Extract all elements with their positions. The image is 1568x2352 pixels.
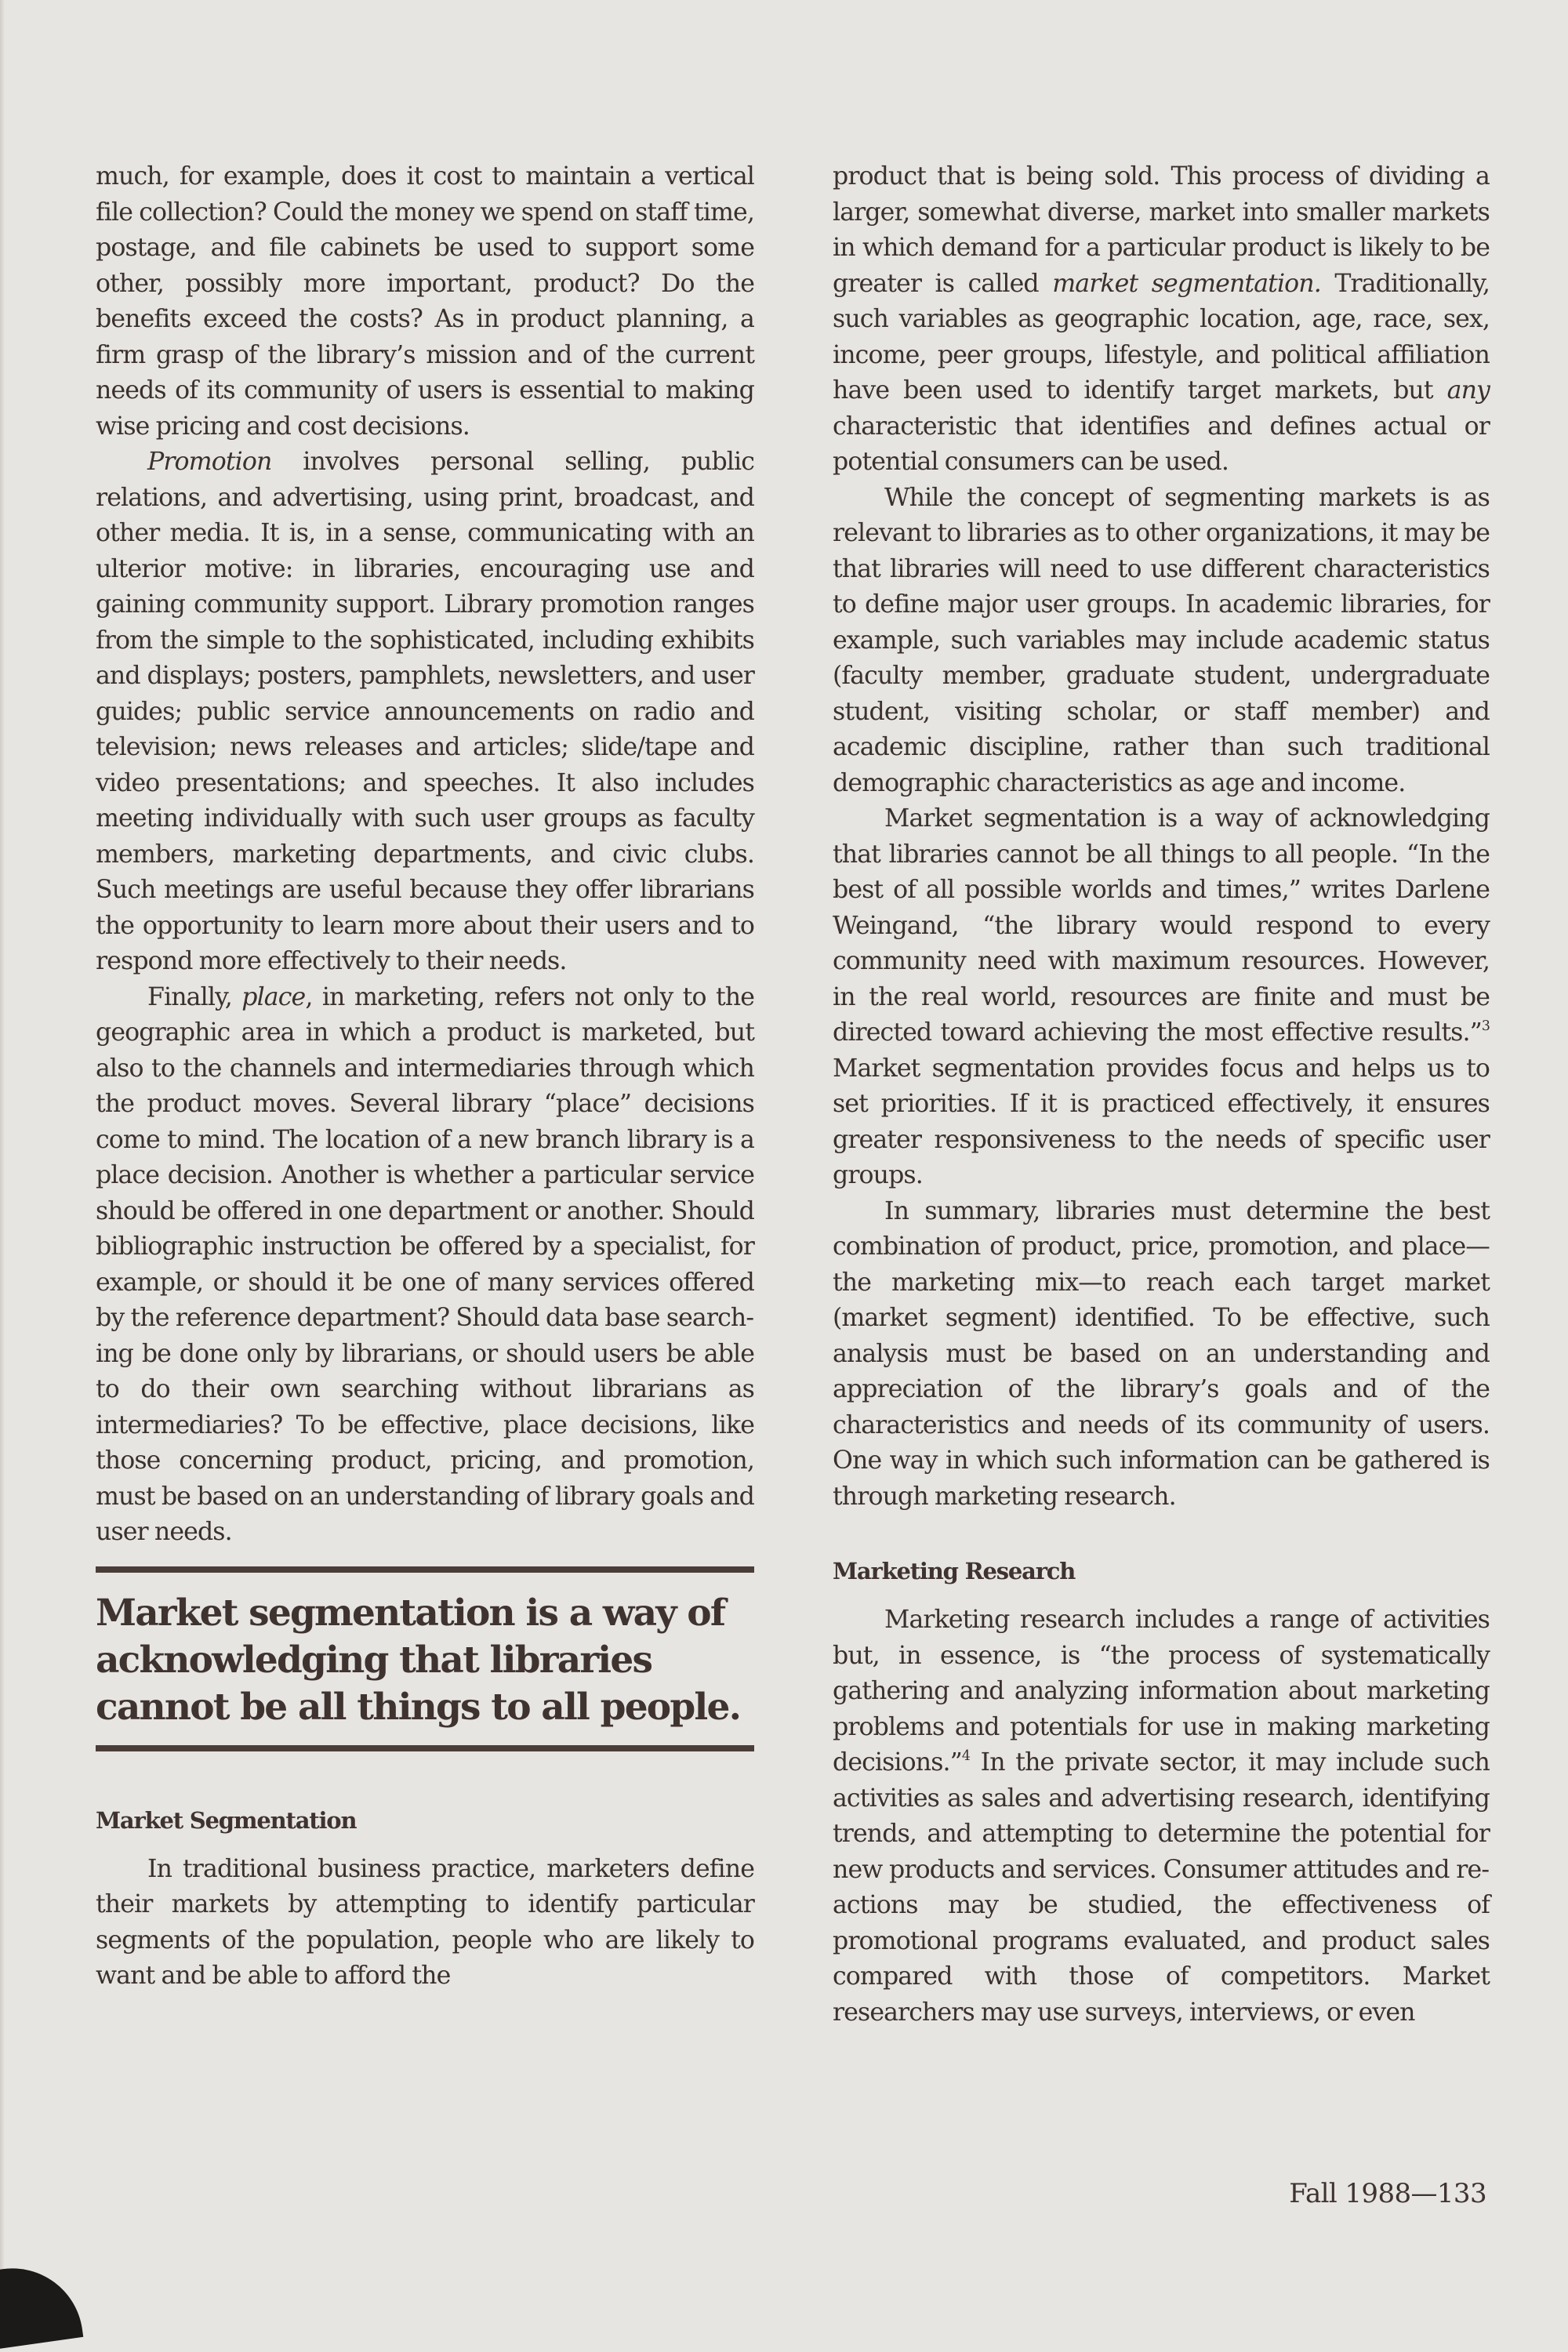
right-body [833, 159, 1490, 1515]
pull-quote [96, 1566, 754, 1751]
text-run: In the private sector, it may include such activities as sales and advertising research, identifying trends, and attempting to determine the potential for new products and services. Consumer attitudes and reactions may be studied, the effectiveness of promotional programs evaluated, and product sales compared with those of competitors. Market researchers may use surveys, interviews, or even [833, 1748, 1490, 2027]
text-run: While the concept of segmenting markets is as relevant to libraries as to other organizations, it may be that libraries will need to use different characteristics to define major user groups. In academic libraries, for example, such variables may include academic status (faculty member, graduate student, undergraduate student, visiting scholar, or staff member) and academic discipline, rather than such traditional demographic characteristics as age and income. [833, 483, 1490, 797]
text-run: Marketing research includes a range of activities but, in essence, is “the process of systematically gathering and analyzing information about marketing problems and potentials for use in making marketing decisions.” [833, 1606, 1490, 1777]
page-folio: Fall 1988—133 [1289, 2178, 1486, 2209]
text-run: Market segmentation provides focus and helps us to set priorities. If it is practiced effectively, it ensures greater responsiveness to the needs of specific user groups. [833, 1054, 1490, 1189]
italic-term: Promotion [147, 448, 272, 476]
section-heading-marketing-research: Marketing Research [833, 1558, 1076, 1584]
paragraph [96, 159, 754, 445]
text-run: Traditionally, such variables as geographic location, age, race, sex, income, peer groups, lifestyle, and political affiliation have been used to identify target markets, but [833, 269, 1490, 405]
paragraph [96, 1852, 754, 1994]
footnote-ref: 4 [961, 1748, 971, 1764]
page-edge [0, 0, 5, 2298]
italic-term: any [1446, 376, 1490, 405]
text-run: In traditional business practice, marketers define their markets by attempting to identify particular segments of the population, people who are likely to want and be able to afford the [96, 1854, 754, 1990]
left-column [96, 159, 754, 1994]
text-run: , in marketing, refers not only to the geographic area in which a product is marketed, but also to the channels and intermediaries through which the product moves. Several library “place” decisions come to mind. The location of a new branch library is a place decision. Another is whether a particular service should be offered in one department or another. Should bibliographic instruction be offered by a specialist, for example, or should it be one of many services offered by the reference department? Should data base searching be done only by librarians, or should users be able to do their own searching without librarians as intermediaries? To be effective, place decisions, like those concerning product, pricing, and promotion, must be based on an understanding of library goals and user needs. [96, 982, 754, 1546]
paragraph [833, 159, 1490, 481]
italic-term: market segmentation. [1052, 269, 1321, 298]
text-run: In summary, libraries must determine the best combination of product, price, promotion, and place—the marketing mix—to reach each target market (market segment) identified. To be effective, such analysis must be based on an understanding and appreciation of the library’s goals and of the characteristics and needs of its community of users. One way in which such information can be gathered is through marketing research. [833, 1196, 1490, 1511]
scan-corner-shadow [0, 2259, 83, 2352]
text-run: Finally, [147, 982, 242, 1011]
paragraph [833, 1602, 1490, 2031]
italic-term: place [241, 982, 306, 1011]
text-run: much, for example, does it cost to maintain a vertical file collection? Could the money we spend on staff time, postage, and file cabinets be used to support some other, possibly more important, product? Do the benefits exceed the costs? As in product planning, a firm grasp of the library’s mission and of the current needs of its community of users is essential to making wise pricing and cost decisions. [96, 162, 754, 441]
paragraph [96, 445, 754, 980]
paragraph [833, 801, 1490, 1194]
paragraph [833, 481, 1490, 802]
text-run: product that is being sold. This process of dividing a larger, somewhat diverse, market into smaller markets in which demand for a particular product is likely to be greater is called [833, 162, 1490, 298]
footnote-ref: 3 [1481, 1018, 1490, 1034]
section-heading-market-segmentation: Market Segmentation [96, 1806, 357, 1834]
pull-quote-text: Market segmentation is a way of acknowledging that libraries cannot be all things to all people. [96, 1591, 741, 1729]
text-run: characteristic that identifies and defines actual or potential consumers can be used. [833, 412, 1490, 476]
text-run: involves personal selling, public relations, and advertising, using print, broadcast, and other media. It is, in a sense, communicating with an ulterior motive: in libraries, encouraging use and gaining community support. Library promotion ranges from the simple to the sophisticated, including exhibits and displays; posters, pamphlets, newsletters, and user guides; public service announcements on radio and television; news releases and articles; slide/tape and video presentations; and speeches. It also includes meeting individually with such user groups as faculty members, marketing departments, and civic clubs. Such meetings are useful because they offer librarians the opportunity to learn more about their users and to respond more effectively to their needs. [96, 448, 754, 975]
paragraph [833, 1194, 1490, 1515]
text-run: Market segmentation is a way of acknowledging that libraries cannot be all things to all people. “In the best of all possible worlds and times,” writes Darlene Weingand, “the library would respond to every community need with maximum resources. However, in the real world, resources are finite and must be directed toward achieving the most effective results.” [833, 804, 1490, 1047]
paragraph [96, 980, 754, 1551]
right-column [833, 159, 1490, 2031]
left-body [96, 159, 754, 1551]
